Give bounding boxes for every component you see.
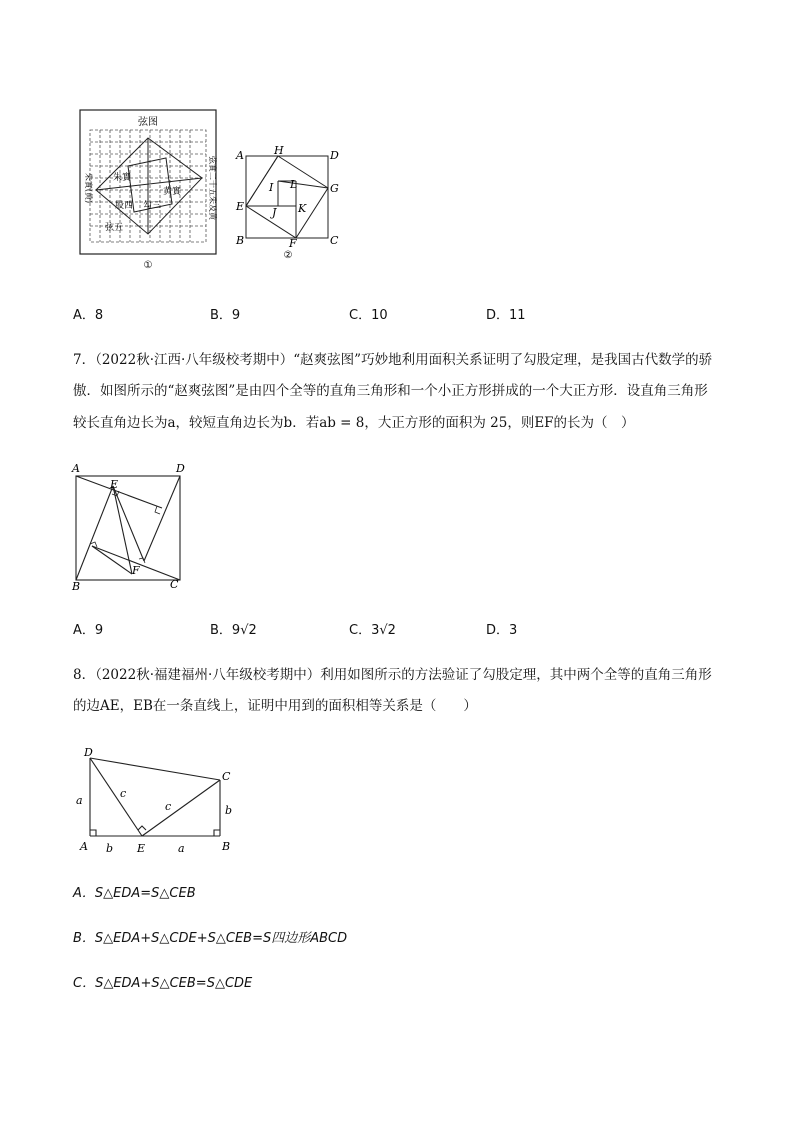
q7-option-a-value: 9 [94, 623, 104, 638]
fig2-point-d: D [330, 149, 339, 162]
fig2-point-h: H [274, 146, 284, 157]
q8-side-c-de: c [120, 787, 127, 800]
fig2-point-a: A [236, 149, 244, 162]
fig1-caption: ① [143, 260, 153, 270]
q7-option-c[interactable] [349, 621, 396, 641]
fig1-cell-xian: 弦五 [104, 223, 124, 233]
q7-option-b[interactable] [210, 621, 257, 641]
q6-option-a[interactable]: A．8 [73, 308, 104, 323]
fig1-top-label: 弦图 [138, 117, 158, 128]
q8-side-b-ae: b [106, 842, 114, 855]
fig1-cell-zhu: 朱實 [112, 173, 132, 183]
q8-point-c: C [222, 770, 231, 783]
square-construction-figure-2 [232, 146, 342, 262]
q7-point-e: E [110, 478, 119, 491]
trapezoid-figure-q8 [74, 740, 244, 858]
fig2-point-g: G [330, 182, 339, 195]
q7-option-d[interactable] [486, 621, 517, 641]
fig2-point-e: E [236, 200, 245, 213]
q7-option-c-prefix: C． [349, 623, 372, 638]
q8-side-a-left: a [76, 794, 83, 807]
fig2-point-l: L [290, 178, 298, 191]
q7-option-a-prefix: A． [73, 623, 95, 638]
zhao-shuang-figure-q7 [66, 458, 196, 592]
fig1-cell-gu: 股西 [114, 201, 134, 211]
q7-option-b-value: 9√2 [231, 623, 257, 638]
q7-stem-line-1: 7．（2022秋·江西·八年级校考期中）“赵爽弦图”巧妙地利用面积关系证明了勾股定理，是我国古代数学的骄 [73, 352, 713, 368]
fig2-point-j: J [272, 206, 277, 219]
q6-option-c[interactable]: C．10 [349, 308, 388, 323]
q6-option-b[interactable]: B．9 [210, 308, 241, 323]
fig2-point-f: F [289, 237, 297, 250]
q7-stem-line-3: 较长直角边长为a，较短直角边长为b．若ab = 8，大正方形的面积为 25，则EF的长为（ ） [73, 415, 635, 431]
q6-option-d[interactable]: D．11 [486, 308, 526, 323]
q8-side-b-right: b [225, 804, 233, 817]
fig1-cell-huang: 黄實 [162, 187, 182, 197]
q7-point-b: B [72, 580, 81, 592]
q7-point-d: D [176, 462, 185, 475]
q8-point-e: E [137, 842, 146, 855]
fig1-left-label: 朱實(黄) [84, 172, 93, 204]
fig2-caption: ② [283, 250, 293, 261]
q8-point-d: D [84, 746, 93, 759]
q8-side-a-eb: a [178, 842, 185, 855]
q8-option-c[interactable]: C．S△EDA+S△CEB=S△CDE [73, 976, 253, 991]
fig2-point-c: C [330, 234, 339, 247]
fig2-point-k: K [298, 202, 307, 215]
q8-stem-line-1: 8．（2022秋·福建福州·八年级校考期中）利用如图所示的方法验证了勾股定理，其中两个全等的直角三角形 [73, 667, 712, 683]
q7-option-d-prefix: D． [486, 623, 510, 638]
q8-point-b: B [222, 840, 231, 853]
q8-stem-line-2: 的边AE，EB在一条直线上，证明中用到的面积相等关系是（ ） [73, 698, 477, 714]
fig1-cell-gou: 勾三 [142, 201, 162, 211]
zhao-shuang-chord-diagram-figure-1 [76, 108, 222, 270]
fig1-right-label: 弦實二十五朱及黄 [208, 156, 217, 220]
q8-side-c-ec: c [165, 800, 172, 813]
q7-point-c: C [170, 578, 179, 591]
q7-point-f: F [132, 564, 140, 577]
q7-point-a: A [72, 462, 80, 475]
q8-point-a: A [80, 840, 88, 853]
q7-stem-line-2: 傲．如图所示的“赵爽弦图”是由四个全等的直角三角形和一个小正方形拼成的一个大正方形．设直角三角形 [73, 383, 708, 399]
q7-option-c-value: 3√2 [371, 623, 396, 638]
q7-option-a[interactable] [73, 621, 103, 641]
q8-option-a[interactable]: A．S△EDA=S△CEB [73, 886, 196, 901]
fig2-point-i: I [269, 181, 274, 194]
q8-option-b[interactable]: B．S△EDA+S△CDE+S△CEB=S四边形ABCD [73, 931, 348, 946]
fig2-point-b: B [236, 234, 245, 247]
q7-option-d-value: 3 [509, 623, 518, 638]
q7-option-b-prefix: B． [210, 623, 232, 638]
